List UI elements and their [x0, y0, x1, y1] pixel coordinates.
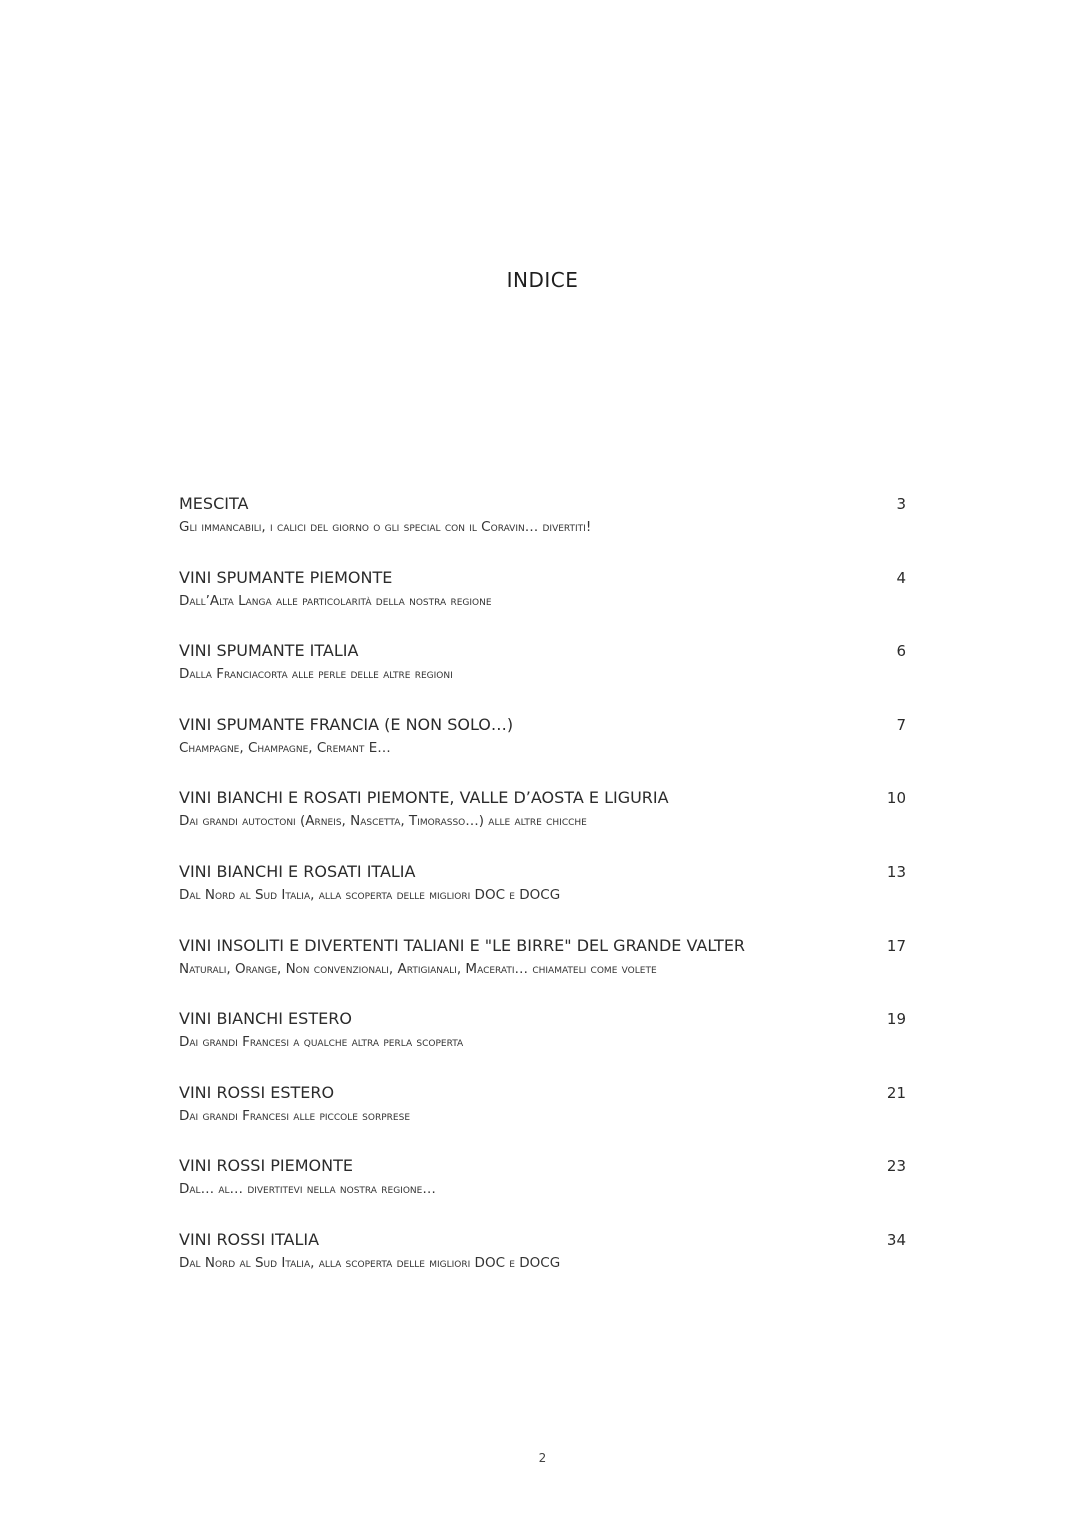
- entry-page-number: 17: [886, 936, 906, 955]
- toc-entry-rossi-piemonte[interactable]: [179, 1155, 906, 1229]
- entry-title: VINI BIANCHI ESTERO: [179, 1009, 352, 1029]
- table-of-contents: [179, 493, 906, 1303]
- entry-description: Gli immancabili, i calici del giorno o gli special con il Coravin… divertiti!: [179, 519, 592, 535]
- entry-title: VINI ROSSI PIEMONTE: [179, 1156, 353, 1176]
- entry-description: Champagne, Champagne, Cremant E…: [179, 739, 391, 756]
- entry-page-number: 23: [886, 1157, 906, 1176]
- entry-title: VINI BIANCHI E ROSATI ITALIA: [179, 861, 416, 881]
- toc-entry-bianchi-piemonte[interactable]: [179, 787, 906, 861]
- entry-description: Dai grandi autoctoni (Arneis, Nascetta, Timorasso…) alle altre chicche: [179, 813, 587, 830]
- toc-entry-rossi-estero[interactable]: [179, 1082, 906, 1156]
- entry-title: VINI ROSSI ITALIA: [179, 1229, 320, 1249]
- entry-description: Dalla Franciacorta alle perle delle altre regioni: [179, 666, 453, 683]
- toc-entry-bianchi-estero[interactable]: [179, 1008, 906, 1082]
- entry-title: VINI SPUMANTE PIEMONTE: [179, 567, 393, 587]
- entry-page-number: 21: [886, 1083, 906, 1102]
- page-number: 2: [538, 1451, 547, 1465]
- toc-entry-spumante-italia[interactable]: [179, 640, 906, 714]
- entry-description: Dal Nord al Sud Italia, alla scoperta delle migliori DOC e DOCG: [179, 886, 561, 903]
- toc-entry-insoliti-birre[interactable]: [179, 935, 906, 1009]
- entry-page-number: 7: [896, 715, 906, 734]
- entry-title: VINI ROSSI ESTERO: [179, 1082, 335, 1102]
- toc-entry-mescita[interactable]: [179, 493, 906, 567]
- entry-title: VINI SPUMANTE FRANCIA (E NON SOLO…): [179, 714, 514, 734]
- entry-page-number: 34: [886, 1230, 906, 1249]
- entry-title: MESCITA: [179, 494, 249, 513]
- entry-title: VINI SPUMANTE ITALIA: [179, 641, 359, 661]
- entry-description: Dal… al… divertitevi nella nostra regione…: [179, 1181, 436, 1198]
- toc-entry-rossi-italia[interactable]: [179, 1229, 906, 1303]
- entry-title: VINI BIANCHI E ROSATI PIEMONTE, VALLE D’AOSTA E LIGURIA: [179, 788, 669, 808]
- entry-title: VINI INSOLITI E DIVERTENTI TALIANI E "LE BIRRE" DEL GRANDE VALTER: [179, 935, 746, 955]
- page-title: INDICE: [506, 268, 579, 292]
- entry-page-number: 3: [896, 495, 906, 513]
- entry-page-number: 13: [886, 862, 906, 881]
- entry-page-number: 10: [886, 789, 906, 808]
- entry-page-number: 19: [886, 1010, 906, 1029]
- entry-description: Dai grandi Francesi a qualche altra perla scoperta: [179, 1034, 464, 1051]
- entry-description: Dall’Alta Langa alle particolarità della nostra regione: [179, 592, 492, 609]
- toc-entry-spumante-francia[interactable]: [179, 714, 906, 788]
- toc-entry-spumante-piemonte[interactable]: [179, 567, 906, 641]
- entry-description: Naturali, Orange, Non convenzionali, Artigianali, Macerati… chiamateli come volete: [179, 960, 657, 977]
- entry-page-number: 4: [896, 568, 906, 587]
- toc-entry-bianchi-italia[interactable]: [179, 861, 906, 935]
- entry-description: Dal Nord al Sud Italia, alla scoperta delle migliori DOC e DOCG: [179, 1254, 561, 1271]
- entry-page-number: 6: [896, 642, 906, 661]
- entry-description: Dai grandi Francesi alle piccole sorprese: [179, 1107, 411, 1124]
